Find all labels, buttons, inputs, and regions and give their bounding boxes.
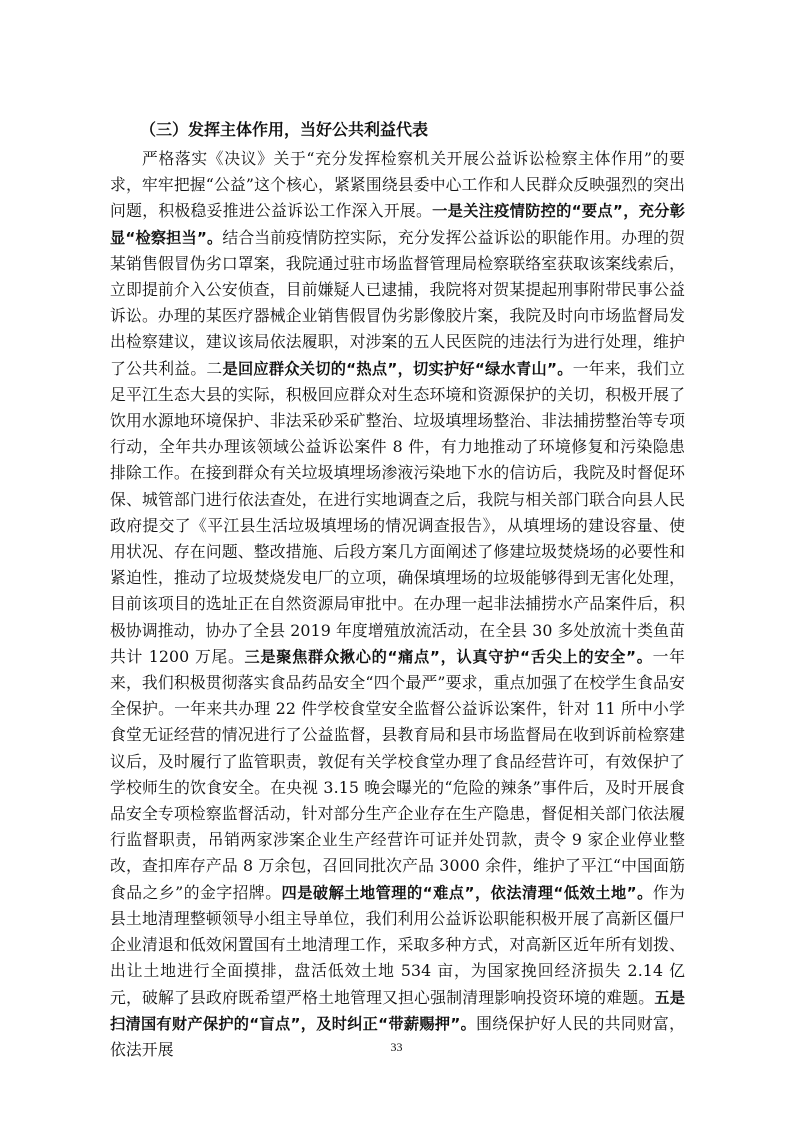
document-page [110,114,685,1063]
paragraph-run: 一年来，我们立足平江生态大县的实际，积极回应群众对生态环境和资源保护的关切，积极开展了饮用水源地环境保护、非法采砂采矿整治、垃圾填埋场整治、非法捕捞整治等专项行动，全年共办理该领域公益诉讼案件 8 件，有力地推动了环境修复和污染隐患排除工作。在接到群众有关垃圾填埋场渗液污染地下水的信访后，我院及时督促环保、城管部门进行依法查处，在进行实地调查之后，我院与相关部门联合向县人民政府提交了《平江县生活垃圾填埋场的情况调查报告》，从填埋场的建设容量、使用状况、存在问题、整改措施、后段方案几方面阐述了修建垃圾焚烧场的必要性和紧迫性，推动了垃圾焚烧发电厂的立项，确保填埋场的垃圾能够得到无害化处理，目前该项目的选址正在自然资源局审批中。在办理一起非法捕捞水产品案件后，积极协调推动，协办了全县 2019 年度增殖放流活动，在全县 30 多处放流十类鱼苗共计 1200 万尾。 [110,358,685,666]
emphasis-run: 五是扫清国有财产保护的“盲点”，及时纠正“带薪赐押”。 [110,988,685,1033]
paragraph-run: 严格落实《决议》关于“充分发挥检察机关开展公益诉讼检察主体作用”的要求，牢牢把握“公益”这个核心，紧紧围绕县委中心工作和人民群众反映强烈的突出问题，积极稳妥推进公益诉讼工作深入开展。 [110,149,685,221]
paragraph-run: 围绕保护好人民的共同财富，依法开展 [110,1013,685,1059]
paragraph-run: 一年来，我们积极贯彻落实食品药品安全“四个最严”要求，重点加强了在校学生食品安全保护。一年来共办理 22 件学校食堂安全监督公益诉讼案件，针对 11 所中小学食堂无证经营的情况进行了公益监督，县教育局和县市场监督局在收到诉前检察建议后，及时履行了监管职责，敦促有关学校食堂办理了食品经营许可，有效保护了学校师生的饮食安全。在央视 3.15 晚会曝光的“危险的辣条”事件后，及时开展食品安全专项检察监督活动，针对部分生产企业存在生产隐患，督促相关部门依法履行监督职责，吊销两家涉案企业生产经营许可证并处罚款，责令 9 家企业停业整改，查扣库存产品 8 万余包，召回同批次产品 3000 余件，维护了平江“中国面筋食品之乡”的金字招牌。 [110,646,685,902]
section-paragraph [110,146,685,1063]
emphasis-run: 四是破解土地管理的“难点”，依法清理“低效土地”。 [281,883,653,902]
emphasis-run: 是回应群众关切的“热点”，切实护好“绿水青山”。 [222,359,573,378]
section-heading: （三）发挥主体作用，当好公共利益代表 [140,120,429,139]
paragraph-run: 结合当前疫情防控实际，充分发挥公益诉讼的职能作用。办理的贺某销售假冒伪劣口罩案，我院通过驻市场监督管理局检察联络室获取该案线索后，立即提前介入公安侦查，目前嫌疑人已逮捕，我院将对贺某提起刑事附带民事公益诉讼。办理的某医疗器械企业销售假冒伪劣影像胶片案，我院及时向市场监督局发出检察建议，建议该局依法履职，对涉案的五人民医院的违法行为进行处理，维护了公共利益。二 [110,227,685,378]
emphasis-run: 三是聚焦群众揪心的“痛点”，认真守护“舌尖上的安全”。 [244,647,653,666]
paragraph-run: 作为县土地清理整顿领导小组主导单位，我们利用公益诉讼职能积极开展了高新区僵尸企业清退和低效闲置国有土地清理工作，采取多种方式，对高新区近年所有划拨、出让土地进行全面摸排，盘活低效土地 534 亩，为国家挽回经济损失 2.14 亿元，破解了县政府既希望严格土地管理又担心强制清理影响投资环境的难题。 [110,882,685,1007]
page-number: 33 [390,1040,403,1054]
emphasis-run: 一是关注疫情防控的“要点”，充分彰显“检察担当”。 [110,202,685,247]
